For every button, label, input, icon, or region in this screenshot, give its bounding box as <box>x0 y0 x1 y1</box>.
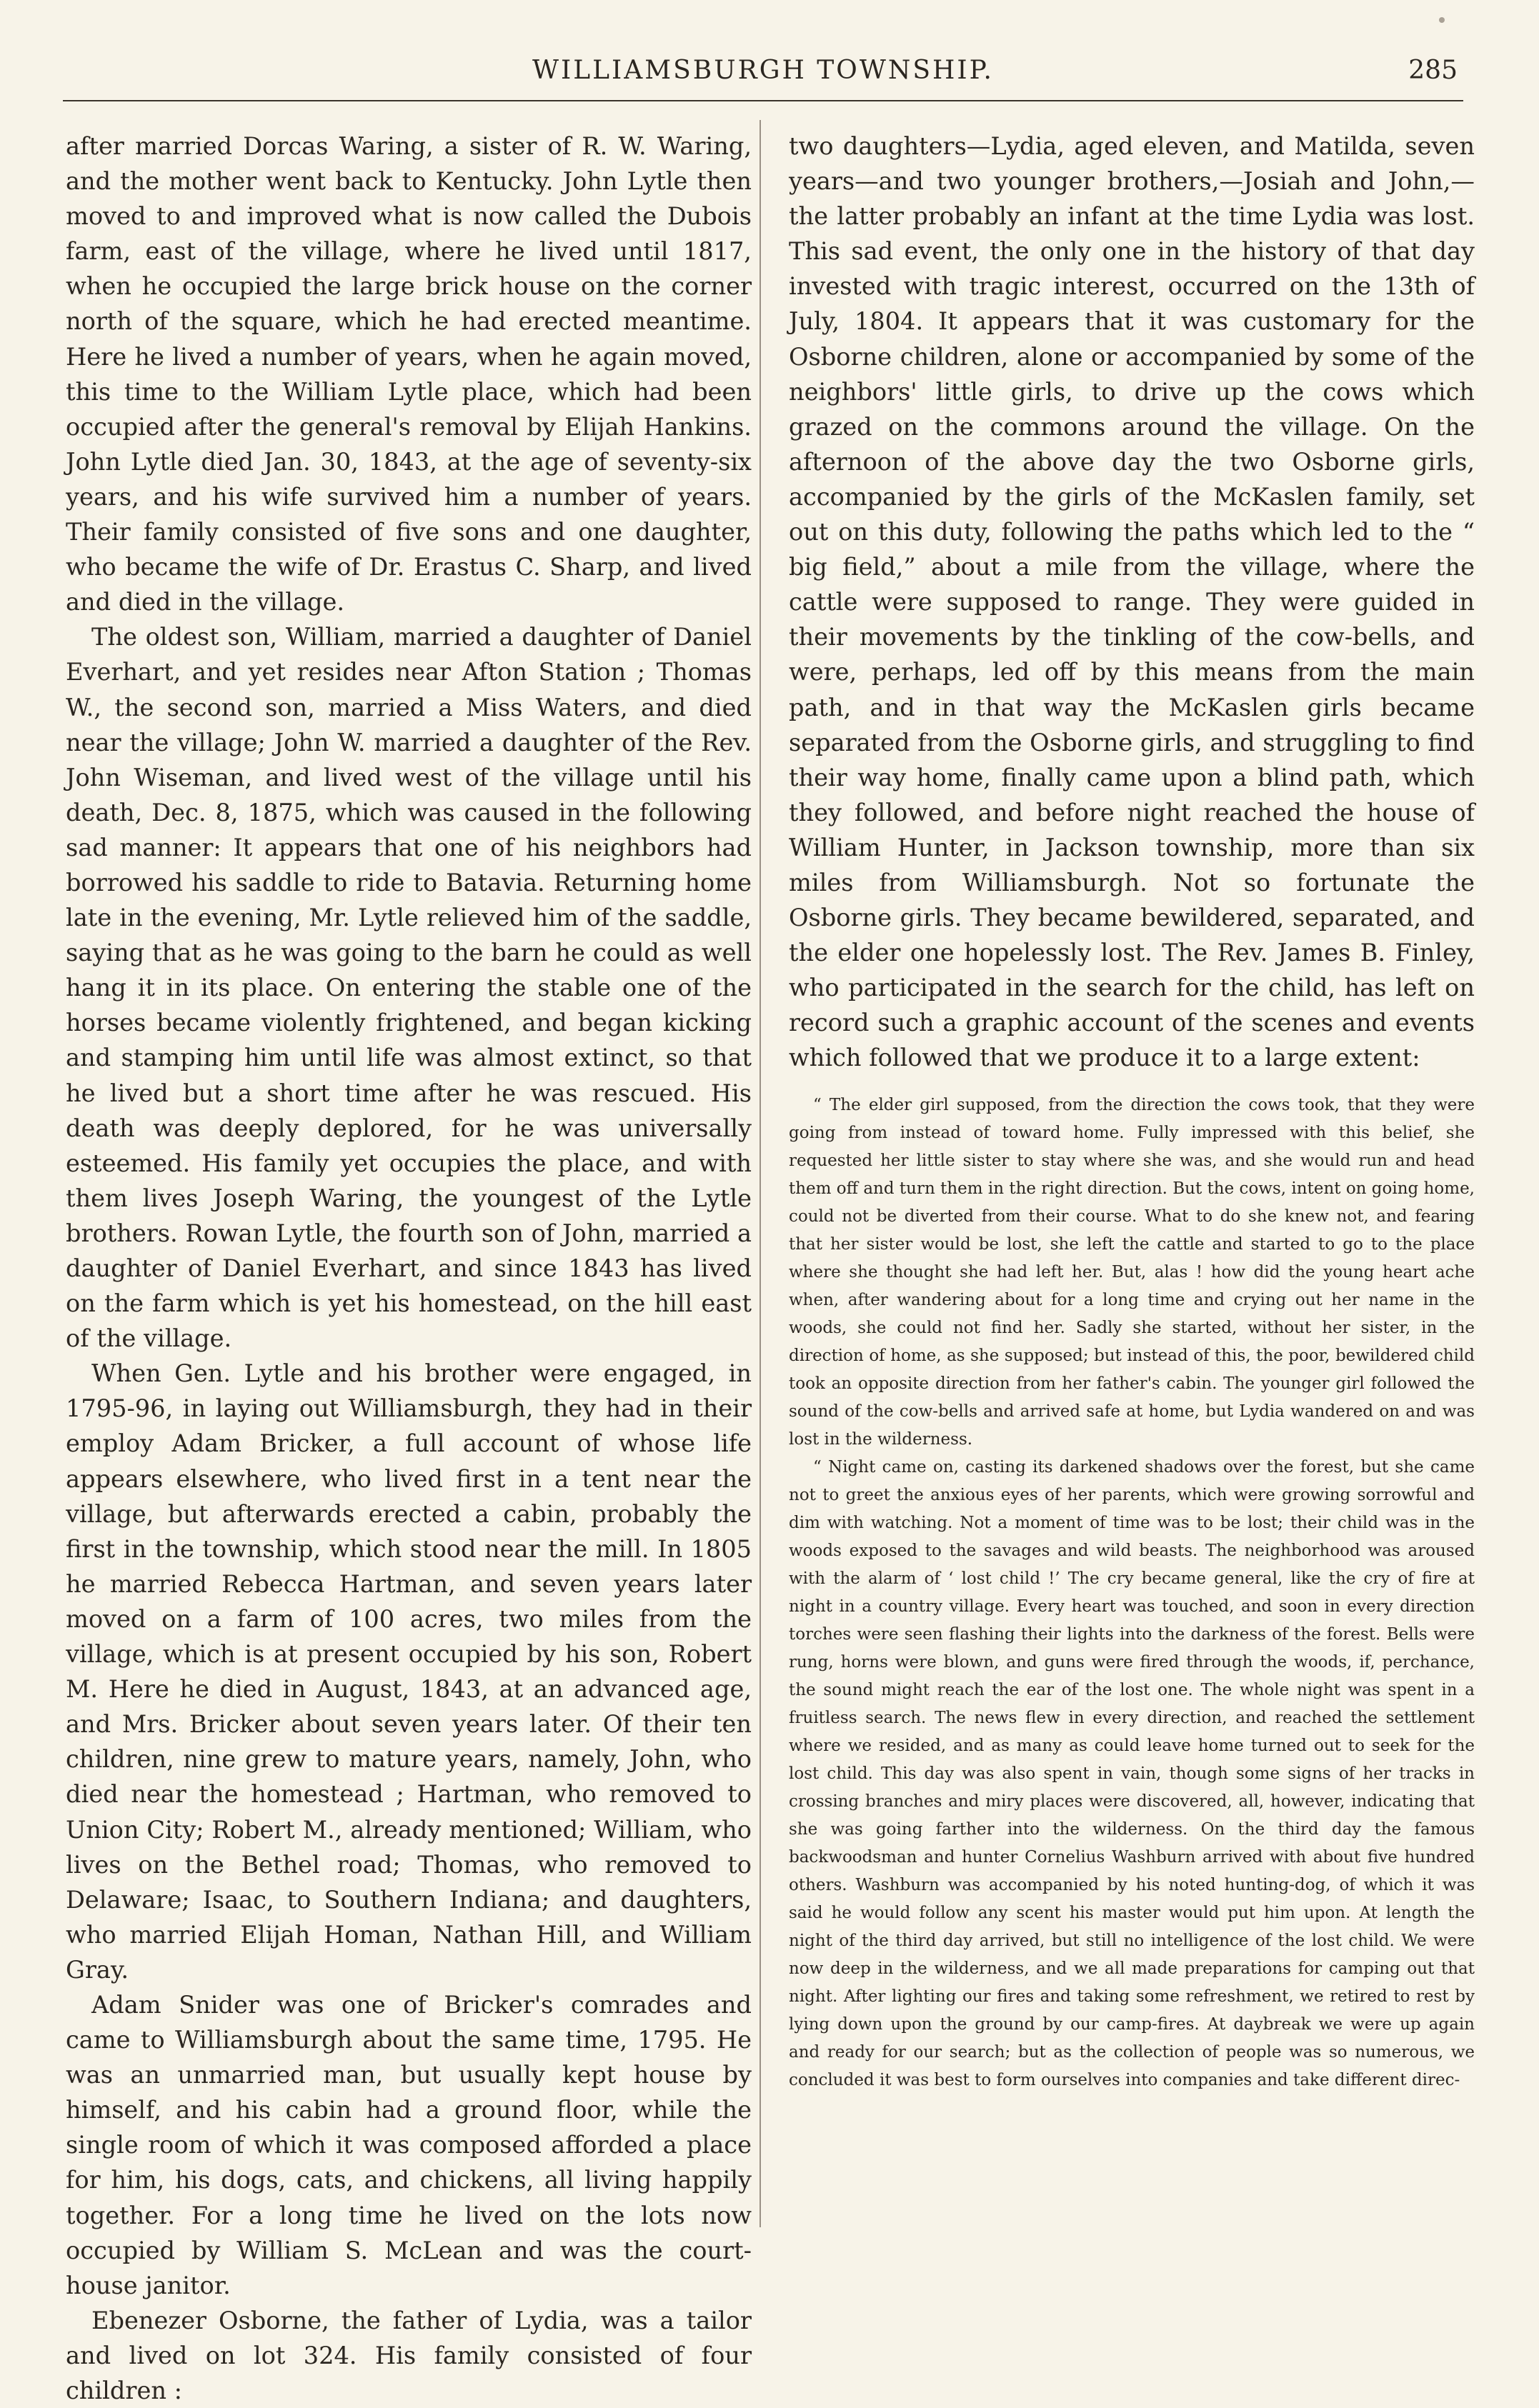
quote-paragraph: “ Night came on, casting its darkened shadows over the forest, but she came not to greet the anxious eyes of her parents, which were growing sorrowful and dim with watching. Not a moment of time was to be lost; their child was in the woods exposed to the savages and wild beasts. The neighborhood was aroused with the alarm of ‘ lost child !’ The cry became general, like the cry of fire at night in a country village. Every heart was touched, and soon in every direction torches were seen flashing their lights into the darkness of the forest. Bells were rung, horns were blown, and guns were fired through the woods, if, perchance, the sound might reach the ear of the lost one. The whole night was spent in a fruitless search. The news flew in every direction, and reached the settlement where we resided, and as many as could leave home turned out to seek for the lost child. This day was also spent in vain, though some signs of her tracks in crossing branches and miry places were discovered, all, however, indicating that she was going farther into the wilderness. On the third day the famous backwoodsman and hunter Cornelius Washburn arrived with about five hundred others. Washburn was accompanied by his noted hunting-dog, of which it was said he would follow any scent his master would put him upon. At length the night of the third day arrived, but still no intelligence of the lost child. We were now deep in the wilderness, and we all made preparations for camping out that night. After lighting our fires and taking some refreshment, we retired to rest by lying down upon the ground by our camp-fires. At daybreak we were up again and ready for our search; but as the collection of people was so numerous, we concluded it was best to form ourselves into companies and take different direc- <box>789 1457 1475 2089</box>
column-divider <box>759 120 761 2227</box>
paragraph: Ebenezer Osborne, the father of Lydia, was a tailor and lived on lot 324. His family consisted of four children : <box>66 2306 752 2404</box>
paragraph: When Gen. Lytle and his brother were engaged, in 1795-96, in laying out Williamsburgh, they had in their employ Adam Bricker, a full account of whose life appears elsewhere, who lived first in a tent near the village, but afterwards erected a cabin, probably the first in the township, which stood near the mill. In 1805 he married Rebecca Hartman, and seven years later moved on a farm of 100 acres, two miles from the village, which is at present occupied by his son, Robert M. Here he died in August, 1843, at an advanced age, and Mrs. Bricker about seven years later. Of their ten children, nine grew to mature years, namely, John, who died near the homestead ; Hartman, who removed to Union City; Robert M., already mentioned; William, who lives on the Bethel road; Thomas, who removed to Delaware; Isaac, to Southern Indiana; and daughters, who married Elijah Homan, Nathan Hill, and William Gray. <box>66 1359 752 1984</box>
page-title: WILLIAMSBURGH TOWNSHIP. <box>532 56 994 85</box>
right-column <box>789 129 1475 2094</box>
paragraph: Adam Snider was one of Bricker's comrades and came to Williamsburgh about the same time, 1795. He was an unmarried man, but usually kept house by himself, and his cabin had a ground floor, while the single room of which it was composed afforded a place for him, his dogs, cats, and chickens, all living happily together. For a long time he lived on the lots now occupied by William S. McLean and was the court-house janitor. <box>66 1990 752 2299</box>
block-quote <box>789 1091 1475 2094</box>
paragraph: two daughters—Lydia, aged eleven, and Matilda, seven years—and two younger brothers,—Josiah and John,—the latter probably an infant at the time Lydia was lost. This sad event, the only one in the history of that day invested with tragic interest, occurred on the 13th of July, 1804. It appears that it was customary for the Osborne children, alone or accompanied by some of the neighbors' little girls, to drive up the cows which grazed on the commons around the village. On the afternoon of the above day the two Osborne girls, accompanied by the girls of the McKaslen family, set out on this duty, following the paths which led to the “ big field,” about a mile from the village, where the cattle were supposed to range. They were guided in their movements by the tinkling of the cow-bells, and were, perhaps, led off by this means from the main path, and in that way the McKaslen girls became separated from the Osborne girls, and struggling to find their way home, finally came upon a blind path, which they followed, and before night reached the house of William Hunter, in Jackson township, more than six miles from Williamsburgh. Not so fortunate the Osborne girls. They became bewildered, separated, and the elder one hopelessly lost. The Rev. James B. Finley, who participated in the search for the child, has left on record such a graphic account of the scenes and events which followed that we produce it to a large extent: <box>789 132 1475 1072</box>
paragraph: The oldest son, William, married a daughter of Daniel Everhart, and yet resides near Afton Station ; Thomas W., the second son, married a Miss Waters, and died near the village; John W. married a daughter of the Rev. John Wiseman, and lived west of the village until his death, Dec. 8, 1875, which was caused in the following sad manner: It appears that one of his neighbors had borrowed his saddle to ride to Batavia. Returning home late in the evening, Mr. Lytle relieved him of the saddle, saying that as he was going to the barn he could as well hang it in its place. On entering the stable one of the horses became violently frightened, and began kicking and stamping him until life was almost extinct, so that he lived but a short time after he was rescued. His death was deeply deplored, for he was universally esteemed. His family yet occupies the place, and with them lives Joseph Waring, the youngest of the Lytle brothers. Rowan Lytle, the fourth son of John, married a daughter of Daniel Everhart, and since 1843 has lived on the farm which is yet his homestead, on the hill east of the village. <box>66 623 752 1353</box>
running-header <box>63 50 1463 101</box>
paragraph: after married Dorcas Waring, a sister of R. W. Waring, and the mother went back to Kentucky. John Lytle then moved to and improved what is now called the Dubois farm, east of the village, where he lived until 1817, when he occupied the large brick house on the corner north of the square, which he had erected meantime. Here he lived a number of years, when he again moved, this time to the William Lytle place, which had been occupied after the general's removal by Elijah Hankins. John Lytle died Jan. 30, 1843, at the age of seventy-six years, and his wife survived him a number of years. Their family consisted of five sons and one daughter, who became the wife of Dr. Erastus C. Sharp, and lived and died in the village. <box>66 132 752 616</box>
corner-dot <box>1439 17 1445 23</box>
quote-paragraph: “ The elder girl supposed, from the direction the cows took, that they were going from instead of toward home. Fully impressed with this belief, she requested her little sister to stay where she was, and she would run and head them off and turn them in the right direction. But the cows, intent on going home, could not be diverted from their course. What to do she knew not, and fearing that her sister would be lost, she left the cattle and started to go to the place where she thought she had left her. But, alas ! how did the young heart ache when, after wandering about for a long time and crying out her name in the woods, she could not find her. Sadly she started, without her sister, in the direction of home, as she supposed; but instead of this, the poor, bewildered child took an opposite direction from her father's cabin. The younger girl followed the sound of the cow-bells and arrived safe at home, but Lydia wandered on and was lost in the wilderness. <box>789 1095 1475 1449</box>
page-number: 285 <box>1408 56 1458 85</box>
left-column <box>66 129 752 2408</box>
